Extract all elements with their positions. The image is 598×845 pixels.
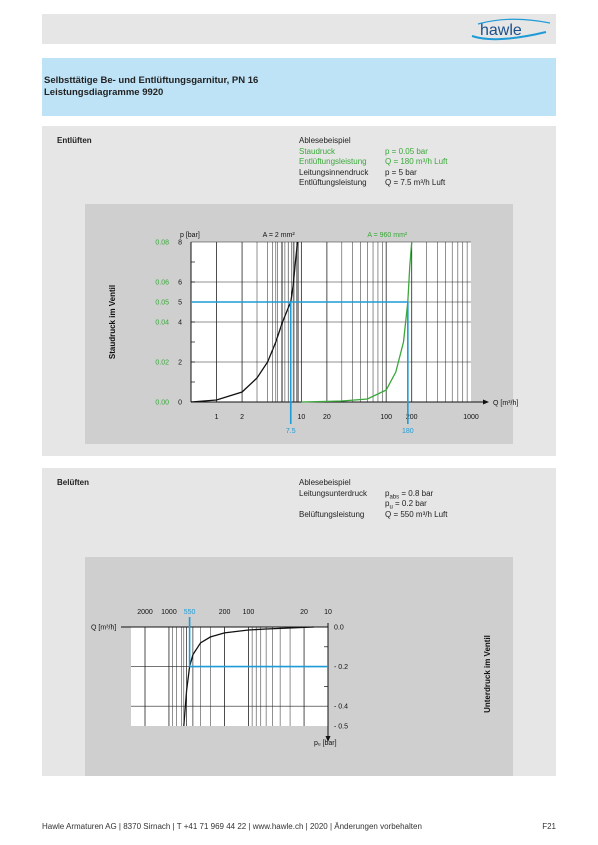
y-tick-label: 4: [178, 319, 182, 327]
symbol-sub: u: [389, 504, 393, 511]
x-tick-label: 10: [324, 609, 332, 616]
example-box-belueften: [299, 478, 499, 520]
y-tick-label: 0: [178, 399, 182, 407]
example-value: Q = 550 m³/h Luft: [385, 509, 448, 519]
y-tick-label: 6: [178, 279, 182, 287]
example-heading: Ablesebeispiel: [299, 136, 351, 145]
marker-label: 550: [183, 609, 196, 616]
hawle-logo: [466, 14, 556, 44]
x-tick-label: 200: [405, 414, 418, 421]
x-axis-title: Q [m³/h]: [493, 400, 519, 407]
x-axis-title: Q [m³/h]: [91, 624, 117, 632]
title-line-2: Leistungsdiagramme 9920: [44, 87, 164, 98]
y2-tick-label: 0.06: [155, 279, 169, 287]
page-title: [44, 75, 258, 99]
y-tick-label: - 0.2: [334, 664, 349, 672]
logo-text: hawle: [480, 22, 522, 39]
example-label: Leitungsunterdruck: [299, 488, 368, 498]
symbol-p: p: [385, 488, 390, 498]
side-label: Unterdruck im Ventil: [483, 635, 492, 713]
belueften-panel: [42, 468, 556, 776]
y-tick-label: 5: [178, 299, 182, 307]
example-label: Belüftungsleistung: [299, 509, 365, 519]
example-value: Q = 7.5 m³/h Luft: [385, 178, 446, 187]
example-label: Staudruck: [299, 146, 336, 156]
title-box: [42, 58, 556, 116]
entlueften-panel: [42, 126, 556, 456]
example-value: = 0.8 bar: [401, 488, 434, 498]
example-value: p = 0.05 bar: [385, 146, 428, 156]
plot-area: [131, 627, 328, 726]
y-tick-label: - 0.4: [334, 703, 349, 711]
example-label: Leitungsinnendruck: [299, 167, 369, 177]
footer-text: Hawle Armaturen AG | 8370 Sirnach | T +41 71 969 44 22 | www.hawle.ch | 2020 | Änderungen vorbehalten: [42, 822, 422, 831]
symbol-sub: abs: [389, 494, 400, 501]
x-tick-label: 1000: [463, 414, 479, 421]
x-tick-label: 20: [322, 414, 331, 421]
example-value: p = 5 bar: [385, 167, 417, 177]
title-line-1: Selbsttätige Be- und Entlüftungsgarnitur, PN 16: [44, 75, 259, 86]
y2-tick-label: 0.02: [155, 359, 169, 367]
y-tick-label: 0.0: [334, 624, 344, 632]
example-value: = 0.2 bar: [395, 499, 427, 508]
x-tick-label: 20: [300, 609, 308, 616]
y-tick-label: 2: [178, 359, 182, 367]
example-value: Q = 180 m³/h Luft: [385, 157, 448, 166]
section-label-entlueften: Entlüften: [57, 136, 92, 145]
x-axis-arrow: [483, 400, 489, 405]
y2-tick-label: 0.05: [155, 299, 169, 307]
x-tick-label: 1000: [161, 609, 177, 616]
chart-2-box: [85, 557, 513, 776]
x-tick-label: 10: [297, 414, 306, 421]
marker-label: 7.5: [285, 428, 296, 435]
x-tick-label: 2000: [137, 609, 153, 616]
chart-1-box: [85, 204, 519, 444]
y2-tick-label: 0.04: [155, 319, 169, 327]
y-tick-label: - 0.5: [334, 723, 349, 731]
side-label: Staudruck im Ventil: [108, 284, 117, 360]
chart-belueften: [85, 557, 513, 776]
section-label-belueften: Belüften: [57, 478, 89, 487]
y-axis-title: p [bar]: [180, 232, 200, 239]
header-bar: [42, 14, 556, 44]
x-tick-label: 200: [218, 609, 231, 616]
y2-tick-label: 0.00: [155, 399, 169, 407]
marker-label: 180: [401, 428, 414, 435]
chart-entlueften: [85, 204, 519, 444]
x-tick-label: 100: [380, 414, 393, 421]
example-label: Entlüftungsleistung: [299, 178, 367, 187]
series-label: A = 2 mm²: [262, 232, 295, 239]
series-label: A = 960 mm²: [367, 232, 408, 239]
example-heading: Ablesebeispiel: [299, 478, 351, 487]
page-number: F21: [542, 822, 556, 831]
x-tick-label: 2: [240, 414, 245, 421]
y-tick-label: 8: [178, 239, 182, 247]
x-tick-label: 1: [214, 414, 219, 421]
y2-tick-label: 0.08: [155, 239, 169, 247]
x-tick-label: 100: [242, 609, 255, 616]
example-box-entlueften: [299, 136, 499, 189]
example-label: Entlüftungsleistung: [299, 157, 367, 166]
y-axis-title: pᵤ [bar]: [314, 740, 337, 747]
symbol-p: p: [385, 499, 390, 508]
